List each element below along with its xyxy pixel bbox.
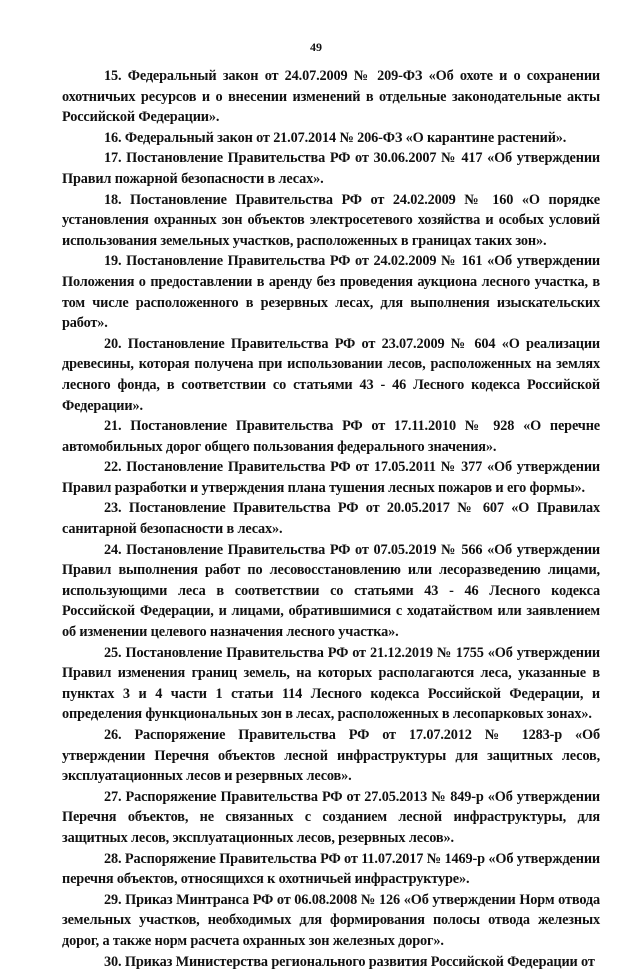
- page-number: 49: [310, 40, 322, 54]
- document-body: [62, 66, 600, 972]
- list-item: 26. Распоряжение Правительства РФ от 17.07.2012 № 1283-р «Об утверждении Перечня объектов лесной инфраструктуры для защитных лесов, эксплуатационных лесов и резервных лесов».: [62, 727, 600, 785]
- list-item: 28. Распоряжение Правительства РФ от 11.07.2017 № 1469-р «Об утверждении перечня объектов, относящихся к охотничьей инфраструктуре».: [62, 850, 600, 888]
- list-item: 17. Постановление Правительства РФ от 30.06.2007 № 417 «Об утверждении Правил пожарной безопасности в лесах».: [62, 150, 600, 187]
- list-item: 30. Приказ Министерства регионального развития Российской Федерации от: [104, 953, 595, 970]
- list-item: 15. Федеральный закон от 24.07.2009 № 209-ФЗ «Об охоте и о сохранении охотничьих ресурсов и о внесении изменений в отдельные законодательные акты Российской Федерации».: [62, 68, 600, 126]
- list-item: 18. Постановление Правительства РФ от 24.02.2009 № 160 «О порядке установления охранных зон объектов электросетевого хозяйства и особых условий использования земельных участков, расположенных в границах таких зон».: [62, 191, 600, 249]
- list-item: 23. Постановление Правительства РФ от 20.05.2017 № 607 «О Правилах санитарной безопасности в лесах».: [62, 500, 600, 538]
- list-item: 27. Распоряжение Правительства РФ от 27.05.2013 № 849-р «Об утверждении Перечня объектов, не связанных с созданием лесной инфраструктуры, для защитных лесов, эксплуатационных лесов, резервных лесов».: [62, 788, 600, 846]
- list-item: 25. Постановление Правительства РФ от 21.12.2019 № 1755 «Об утверждении Правил изменения границ земель, на которых располагаются леса, указанные в пунктах 3 и 4 части 1 статьи 114 Лесного кодекса Российской Федерации, и определения функциональных зон в лесах, расположенных в лесопарковых зонах».: [62, 644, 600, 723]
- list-item: 24. Постановление Правительства РФ от 07.05.2019 № 566 «Об утверждении Правил выполнения работ по лесовосстановлению или лесоразведению лицами, использующими леса в соответствии со статьями 43 - 46 Лесного кодекса Российской Федерации, и лицами, обратившимися с ходатайством или заявлением об изменении целевого назначения лесного участка».: [62, 541, 600, 641]
- list-item: 21. Постановление Правительства РФ от 17.11.2010 № 928 «О перечне автомобильных дорог общего пользования федерального значения».: [62, 418, 600, 455]
- list-item: 20. Постановление Правительства РФ от 23.07.2009 № 604 «О реализации древесины, которая получена при использовании лесов, расположенных на землях лесного фонда, в соответствии со статьями 43 - 46 Лесного кодекса Российской Федерации».: [62, 335, 600, 414]
- list-item: 16. Федеральный закон от 21.07.2014 № 206-ФЗ «О карантине растений».: [104, 129, 567, 146]
- list-item: 22. Постановление Правительства РФ от 17.05.2011 № 377 «Об утверждении Правил разработки и утверждения плана тушения лесных пожаров и его формы».: [62, 459, 600, 496]
- list-item: 29. Приказ Минтранса РФ от 06.08.2008 № 126 «Об утверждении Норм отвода земельных участков, необходимых для формирования полосы отвода железных дорог, а также норм расчета охранных зон железных дорог».: [62, 891, 600, 949]
- list-item: 19. Постановление Правительства РФ от 24.02.2009 № 161 «Об утверждении Положения о предоставлении в аренду без проведения аукциона лесного участка, в том числе расположенного в резервных лесах, для выполнения изыскательских работ».: [62, 253, 600, 332]
